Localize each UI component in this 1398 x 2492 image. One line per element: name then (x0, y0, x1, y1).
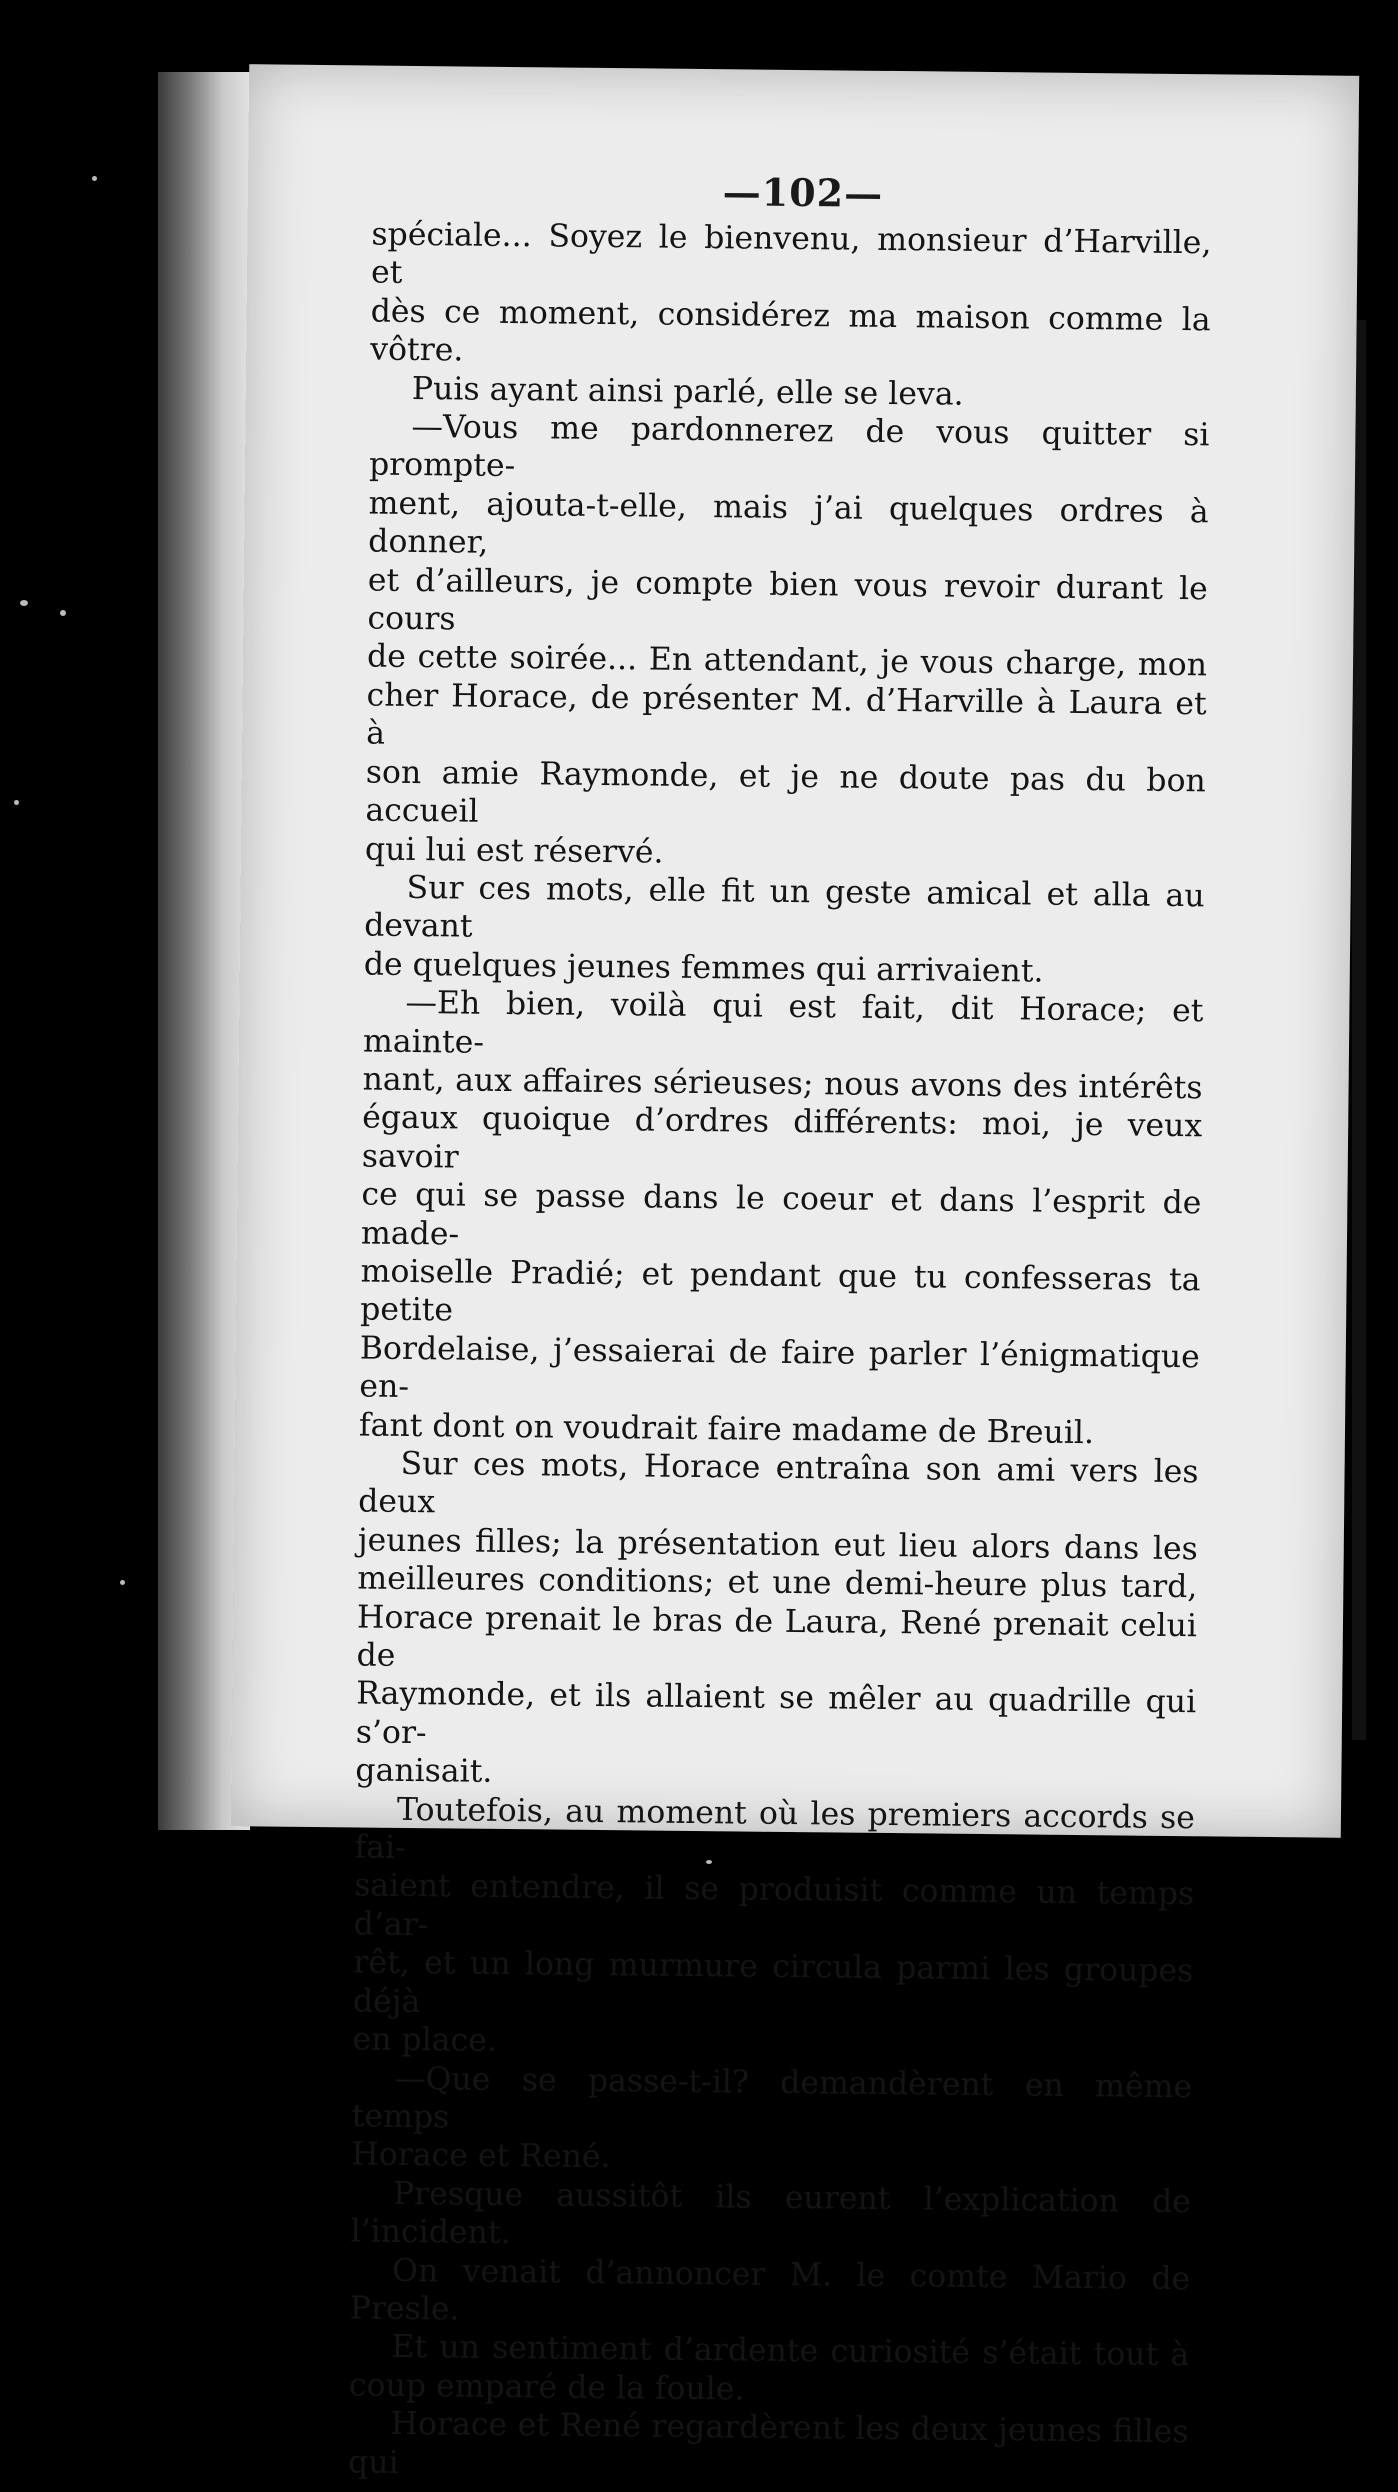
text-line: Puis ayant ainsi parlé, elle se leva. (411, 370, 964, 413)
text-line: Et un sentiment d’ardente curiosité s’était tout à (391, 2329, 1190, 2374)
text-line: dès ce moment, considérez ma maison comme la vôtre. (370, 293, 1211, 369)
text-line: On venait d’annoncer M. le comte Mario de Presle. (349, 2252, 1191, 2328)
text-line: Presque aussitôt ils eurent l’explication de l’incident. (350, 2175, 1192, 2252)
text-line: cher Horace, de présenter M. d’Harville à Laura et à (366, 677, 1207, 752)
text-line: Raymonde, et ils allaient se mêler au quadrille qui s’or- (355, 1675, 1197, 1752)
text-line: son amie Raymonde, et je ne doute pas du bon accueil (365, 754, 1206, 830)
text-line: ce qui se passe dans le coeur et dans l’esprit de made- (360, 1176, 1202, 1253)
text-line: égaux quoique d’ordres différents: moi, je veux savoir (361, 1099, 1203, 1176)
text-line: saient entendre, il se produisit comme un temps d’ar- (353, 1867, 1195, 1944)
book-page (231, 64, 1359, 2481)
text-line: Horace et René regardèrent les deux jeunes filles qui (347, 2406, 1189, 2481)
text-line: de quelques jeunes femmes qui arrivaient. (363, 946, 1044, 990)
scan-speck (706, 1860, 712, 1864)
scan-speck (92, 176, 97, 181)
text-line: Toutefois, au moment où les premiers accords se fai- (354, 1791, 1196, 1867)
body-text (348, 216, 1212, 2491)
text-line: Sur ces mots, Horace entraîna son ami vers les deux (358, 1445, 1199, 1521)
text-line: ganisait. (355, 1752, 493, 1791)
text-line: rêt, et un long murmure circula parmi les groupes déjà (352, 1944, 1194, 2020)
text-line: meilleures conditions; et une demi-heure plus tard, (357, 1560, 1198, 1606)
text-line: et d’ailleurs, je compte bien vous revoir durant le cours (367, 562, 1209, 638)
text-line: moiselle Pradié; et pendant que tu confesseras ta petite (360, 1253, 1201, 1329)
text-line: nant, aux affaires sérieuses; nous avons des intérêts (362, 1061, 1203, 1107)
text-line: Bordelaise, j’essaierai de faire parler l’énigmatique en- (359, 1330, 1200, 1406)
text-line: qui lui est réservé. (364, 830, 664, 871)
scan-speck (120, 1580, 125, 1585)
text-line: en place. (352, 2021, 498, 2060)
scan-speck (14, 800, 19, 805)
text-line: Horace et René. (351, 2136, 611, 2176)
text-line: coup emparé de la foule. (348, 2367, 745, 2408)
text-line: Sur ces mots, elle fit un geste amical et alla au devant (364, 869, 1205, 945)
text-line: —Vous me pardonnerez de vous quitter si prompte- (368, 408, 1210, 485)
scan-speck (60, 610, 66, 616)
text-line: —Que se passe-t-il? demandèrent en même temps (351, 2060, 1193, 2136)
page-number: —102— (722, 169, 884, 216)
text-line: —Eh bien, voilà qui est fait, dit Horace; et mainte- (362, 985, 1204, 1061)
scan-speck (20, 600, 28, 606)
text-line: de cette soirée... En attendant, je vous charge, mon (366, 638, 1208, 684)
text-line: spéciale... Soyez le bienvenu, monsieur d’Harville, et (370, 216, 1212, 292)
text-line: fant dont on voudrait faire madame de Breuil. (358, 1407, 1095, 1451)
text-line: ment, ajouta-t-elle, mais j’ai quelques ordres à donner, (368, 485, 1209, 562)
text-line: Horace prenait le bras de Laura, René prenait celui de (356, 1599, 1198, 1674)
text-line: jeunes filles; la présentation eut lieu alors dans les (357, 1522, 1198, 1568)
